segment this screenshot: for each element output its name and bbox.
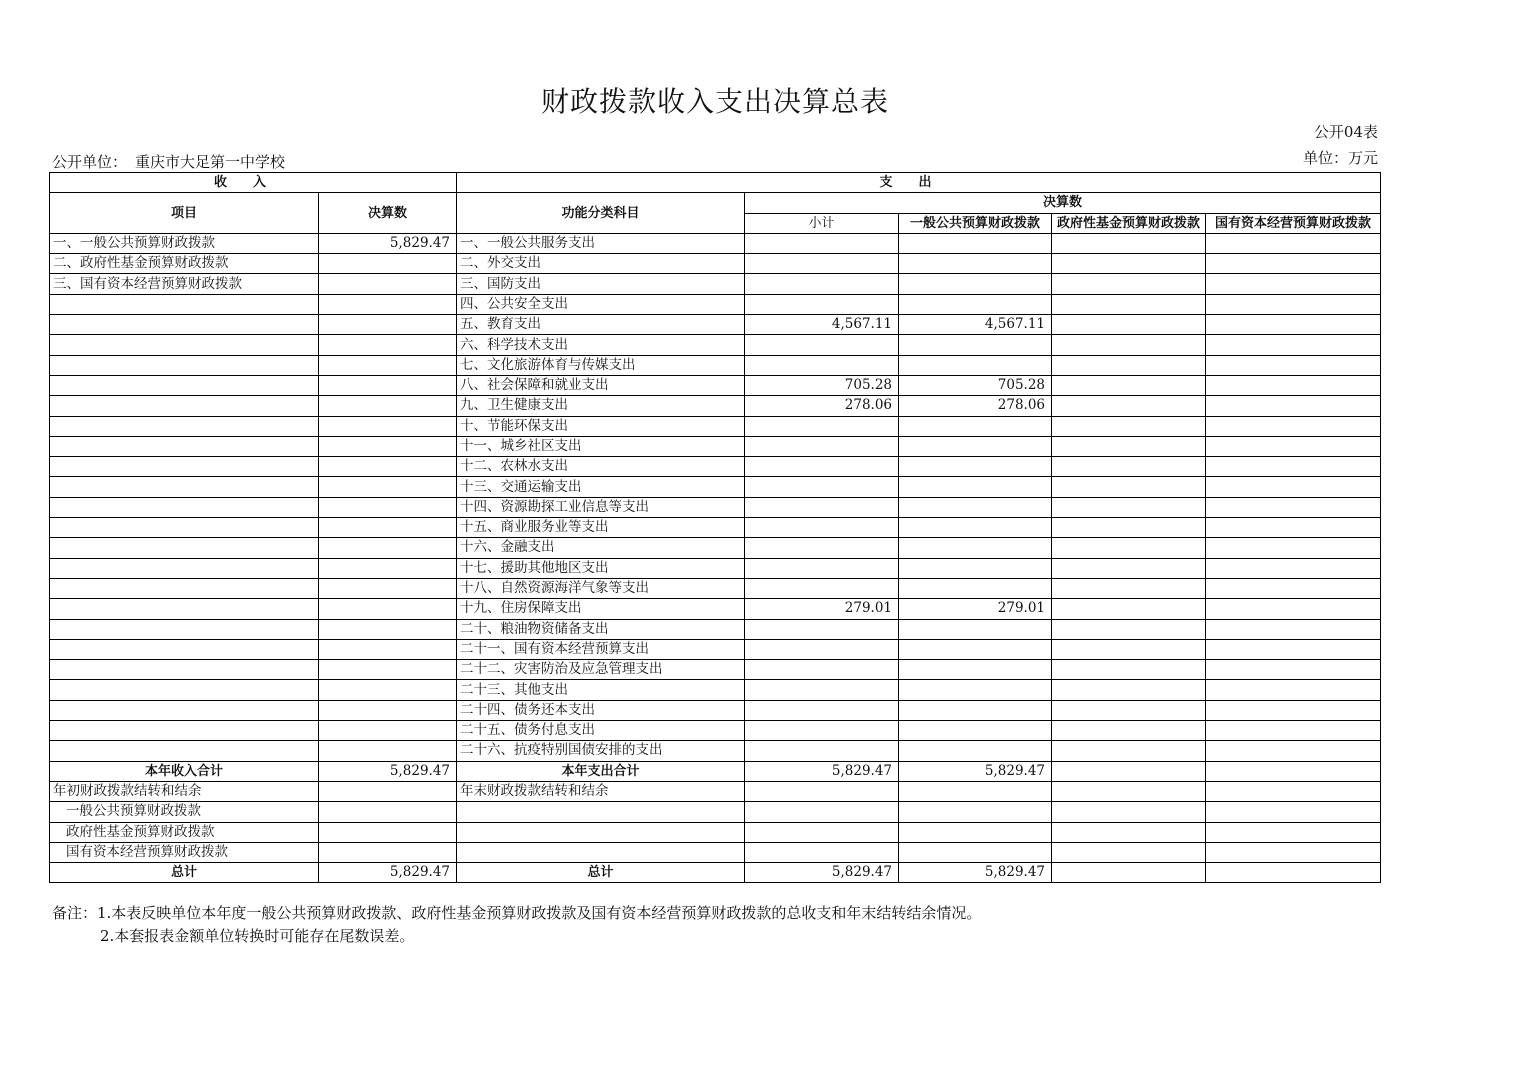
income-item-cell bbox=[50, 457, 319, 477]
table-row bbox=[50, 578, 1381, 598]
general-budget-cell: 4,567.11 bbox=[899, 315, 1052, 335]
table-row bbox=[50, 457, 1381, 477]
state-capital-cell bbox=[1206, 375, 1381, 395]
income-item-cell bbox=[50, 660, 319, 680]
subtotal-cell: 5,829.47 bbox=[745, 863, 899, 883]
general-budget-cell bbox=[899, 842, 1052, 862]
expense-header: 支出 bbox=[457, 173, 1381, 193]
state-capital-cell bbox=[1206, 436, 1381, 456]
general-budget-cell bbox=[899, 781, 1052, 801]
income-item-cell bbox=[50, 436, 319, 456]
table-row bbox=[50, 233, 1381, 253]
carry-amount-cell bbox=[319, 822, 457, 842]
state-capital-cell bbox=[1206, 518, 1381, 538]
carry-row bbox=[50, 822, 1381, 842]
income-item-cell bbox=[50, 721, 319, 741]
income-item-cell bbox=[50, 578, 319, 598]
carry-item-cell: 国有资本经营预算财政拨款 bbox=[50, 842, 319, 862]
state-capital-cell bbox=[1206, 781, 1381, 801]
carry-item-cell: 一般公共预算财政拨款 bbox=[50, 802, 319, 822]
subtotal-cell bbox=[745, 721, 899, 741]
subtotal-cell: 705.28 bbox=[745, 375, 899, 395]
subtotal-cell: 4,567.11 bbox=[745, 315, 899, 335]
income-amount-cell bbox=[319, 436, 457, 456]
state-capital-cell bbox=[1206, 538, 1381, 558]
subtotal-cell bbox=[745, 741, 899, 761]
general-budget-cell bbox=[899, 436, 1052, 456]
func-class-cell: 二、外交支出 bbox=[457, 254, 745, 274]
func-class-cell: 二十三、其他支出 bbox=[457, 680, 745, 700]
income-item-cell: 二、政府性基金预算财政拨款 bbox=[50, 254, 319, 274]
func-class-header: 功能分类科目 bbox=[457, 193, 745, 234]
gov-fund-cell bbox=[1052, 558, 1206, 578]
income-amount-cell bbox=[319, 416, 457, 436]
gov-fund-cell bbox=[1052, 416, 1206, 436]
income-item-cell bbox=[50, 680, 319, 700]
table-row bbox=[50, 700, 1381, 720]
subtotal-cell bbox=[745, 660, 899, 680]
subtotal-cell: 279.01 bbox=[745, 599, 899, 619]
general-budget-cell bbox=[899, 233, 1052, 253]
gov-fund-cell bbox=[1052, 660, 1206, 680]
income-amount-cell bbox=[319, 599, 457, 619]
subtotal-cell bbox=[745, 416, 899, 436]
func-class-cell: 九、卫生健康支出 bbox=[457, 396, 745, 416]
func-class-cell: 十一、城乡社区支出 bbox=[457, 436, 745, 456]
func-class-cell: 十六、金融支出 bbox=[457, 538, 745, 558]
table-row bbox=[50, 599, 1381, 619]
header-row-2 bbox=[50, 193, 1381, 213]
func-class-cell: 十八、自然资源海洋气象等支出 bbox=[457, 578, 745, 598]
subtotal-cell bbox=[745, 477, 899, 497]
func-class-cell: 七、文化旅游体育与传媒支出 bbox=[457, 355, 745, 375]
gov-fund-cell bbox=[1052, 578, 1206, 598]
carry-item-cell: 政府性基金预算财政拨款 bbox=[50, 822, 319, 842]
general-budget-cell: 5,829.47 bbox=[899, 863, 1052, 883]
income-item-cell bbox=[50, 315, 319, 335]
subtotal-cell bbox=[745, 233, 899, 253]
table-row bbox=[50, 497, 1381, 517]
func-class-cell: 十三、交通运输支出 bbox=[457, 477, 745, 497]
income-amount-cell bbox=[319, 396, 457, 416]
income-item-cell bbox=[50, 558, 319, 578]
func-class-cell: 三、国防支出 bbox=[457, 274, 745, 294]
note-2: 2.本套报表金额单位转换时可能存在尾数误差。 bbox=[100, 927, 415, 945]
income-amount-cell bbox=[319, 619, 457, 639]
gov-fund-cell bbox=[1052, 457, 1206, 477]
subtotal-cell bbox=[745, 274, 899, 294]
gov-fund-cell bbox=[1052, 396, 1206, 416]
general-budget-cell bbox=[899, 538, 1052, 558]
subtotal-cell bbox=[745, 558, 899, 578]
income-item-cell bbox=[50, 355, 319, 375]
state-capital-cell bbox=[1206, 396, 1381, 416]
income-item-cell bbox=[50, 599, 319, 619]
general-budget-cell bbox=[899, 335, 1052, 355]
subtotal-cell bbox=[745, 619, 899, 639]
carry-row bbox=[50, 802, 1381, 822]
general-budget-cell bbox=[899, 680, 1052, 700]
table-row bbox=[50, 518, 1381, 538]
gov-fund-cell bbox=[1052, 497, 1206, 517]
table-row bbox=[50, 619, 1381, 639]
org-name: 重庆市大足第一中学校 bbox=[135, 153, 286, 171]
carry-func-cell: 年末财政拨款结转和结余 bbox=[457, 781, 745, 801]
func-class-cell: 六、科学技术支出 bbox=[457, 335, 745, 355]
func-class-cell: 二十、粮油物资储备支出 bbox=[457, 619, 745, 639]
amount-header: 决算数 bbox=[319, 193, 457, 234]
general-budget-cell: 5,829.47 bbox=[899, 761, 1052, 781]
general-budget-cell bbox=[899, 660, 1052, 680]
total-label-cell: 本年收入合计 bbox=[50, 761, 319, 781]
table-row bbox=[50, 335, 1381, 355]
subtotal-cell bbox=[745, 254, 899, 274]
state-capital-cell bbox=[1206, 802, 1381, 822]
gov-fund-cell bbox=[1052, 802, 1206, 822]
header-row-1 bbox=[50, 173, 1381, 193]
func-class-cell: 二十二、灾害防治及应急管理支出 bbox=[457, 660, 745, 680]
general-budget-cell bbox=[899, 294, 1052, 314]
income-item-cell bbox=[50, 700, 319, 720]
subtotal-cell: 278.06 bbox=[745, 396, 899, 416]
state-capital-cell bbox=[1206, 578, 1381, 598]
table-row bbox=[50, 558, 1381, 578]
gov-fund-cell bbox=[1052, 863, 1206, 883]
general-budget-cell bbox=[899, 639, 1052, 659]
subtotal-cell bbox=[745, 842, 899, 862]
subtotal-cell bbox=[745, 578, 899, 598]
subtotal-cell: 5,829.47 bbox=[745, 761, 899, 781]
item-header: 项目 bbox=[50, 193, 319, 234]
org-line bbox=[52, 151, 293, 172]
table-row bbox=[50, 436, 1381, 456]
income-item-cell bbox=[50, 619, 319, 639]
gov-fund-cell bbox=[1052, 680, 1206, 700]
org-label: 公开单位： bbox=[52, 153, 128, 171]
state-capital-cell bbox=[1206, 477, 1381, 497]
subtotal-cell bbox=[745, 294, 899, 314]
general-budget-cell bbox=[899, 477, 1052, 497]
income-amount-cell bbox=[319, 639, 457, 659]
func-class-cell: 一、一般公共服务支出 bbox=[457, 233, 745, 253]
gov-fund-cell bbox=[1052, 822, 1206, 842]
total-label-cell: 总计 bbox=[50, 863, 319, 883]
state-capital-cell bbox=[1206, 741, 1381, 761]
state-capital-cell bbox=[1206, 721, 1381, 741]
table-row bbox=[50, 274, 1381, 294]
income-amount-cell bbox=[319, 375, 457, 395]
income-amount-cell bbox=[319, 680, 457, 700]
income-item-cell: 一、一般公共预算财政拨款 bbox=[50, 233, 319, 253]
general-budget-cell bbox=[899, 254, 1052, 274]
general-budget-cell bbox=[899, 355, 1052, 375]
gov-fund-header: 政府性基金预算财政拨款 bbox=[1052, 213, 1206, 233]
func-class-cell: 十五、商业服务业等支出 bbox=[457, 518, 745, 538]
general-budget-cell bbox=[899, 457, 1052, 477]
gov-fund-cell bbox=[1052, 254, 1206, 274]
general-budget-cell bbox=[899, 700, 1052, 720]
gov-fund-cell bbox=[1052, 619, 1206, 639]
grand-total-row bbox=[50, 863, 1381, 883]
income-item-cell bbox=[50, 518, 319, 538]
income-amount-cell bbox=[319, 254, 457, 274]
carry-func-cell bbox=[457, 822, 745, 842]
gov-fund-cell bbox=[1052, 233, 1206, 253]
subtotal-cell bbox=[745, 639, 899, 659]
subtotal-cell bbox=[745, 538, 899, 558]
general-budget-cell bbox=[899, 741, 1052, 761]
gov-fund-cell bbox=[1052, 761, 1206, 781]
general-budget-cell bbox=[899, 518, 1052, 538]
income-item-cell: 三、国有资本经营预算财政拨款 bbox=[50, 274, 319, 294]
general-budget-cell bbox=[899, 578, 1052, 598]
table-row bbox=[50, 639, 1381, 659]
subtotal-cell bbox=[745, 457, 899, 477]
general-budget-cell: 705.28 bbox=[899, 375, 1052, 395]
general-budget-cell bbox=[899, 416, 1052, 436]
income-item-cell bbox=[50, 396, 319, 416]
income-amount-cell bbox=[319, 721, 457, 741]
income-item-cell bbox=[50, 416, 319, 436]
note-1: 备注：1.本表反映单位本年度一般公共预算财政拨款、政府性基金预算财政拨款及国有资本经营预算财政拨款的总收支和年末结转结余情况。 bbox=[52, 904, 982, 922]
income-amount-cell bbox=[319, 538, 457, 558]
income-item-cell bbox=[50, 375, 319, 395]
income-amount-cell bbox=[319, 477, 457, 497]
income-amount-cell bbox=[319, 315, 457, 335]
total-amount-cell: 5,829.47 bbox=[319, 761, 457, 781]
state-capital-cell bbox=[1206, 294, 1381, 314]
func-class-cell: 二十一、国有资本经营预算支出 bbox=[457, 639, 745, 659]
gov-fund-cell bbox=[1052, 375, 1206, 395]
income-amount-cell bbox=[319, 700, 457, 720]
income-amount-cell bbox=[319, 355, 457, 375]
carry-amount-cell bbox=[319, 781, 457, 801]
income-amount-cell bbox=[319, 294, 457, 314]
gov-fund-cell bbox=[1052, 315, 1206, 335]
table-row bbox=[50, 375, 1381, 395]
general-budget-cell bbox=[899, 497, 1052, 517]
state-capital-cell bbox=[1206, 233, 1381, 253]
carry-item-cell: 年初财政拨款结转和结余 bbox=[50, 781, 319, 801]
table-row bbox=[50, 254, 1381, 274]
form-number: 公开04表 bbox=[1313, 123, 1378, 141]
table-row bbox=[50, 416, 1381, 436]
subtotal-cell bbox=[745, 355, 899, 375]
table-row bbox=[50, 660, 1381, 680]
income-amount-cell bbox=[319, 274, 457, 294]
state-capital-cell bbox=[1206, 660, 1381, 680]
func-class-cell: 二十六、抗疫特别国债安排的支出 bbox=[457, 741, 745, 761]
gov-fund-cell bbox=[1052, 741, 1206, 761]
func-class-cell: 十、节能环保支出 bbox=[457, 416, 745, 436]
total-amount-cell: 5,829.47 bbox=[319, 863, 457, 883]
subtotal-cell bbox=[745, 680, 899, 700]
income-amount-cell bbox=[319, 335, 457, 355]
general-budget-cell bbox=[899, 721, 1052, 741]
state-capital-cell bbox=[1206, 639, 1381, 659]
subtotal-cell bbox=[745, 822, 899, 842]
state-capital-cell bbox=[1206, 335, 1381, 355]
carry-amount-cell bbox=[319, 802, 457, 822]
table-row bbox=[50, 538, 1381, 558]
total-expense-label-cell: 总计 bbox=[457, 863, 745, 883]
income-amount-cell bbox=[319, 741, 457, 761]
state-capital-cell bbox=[1206, 680, 1381, 700]
gov-fund-cell bbox=[1052, 477, 1206, 497]
subtotal-cell bbox=[745, 781, 899, 801]
state-capital-cell bbox=[1206, 599, 1381, 619]
income-amount-cell bbox=[319, 578, 457, 598]
income-item-cell bbox=[50, 335, 319, 355]
gov-fund-cell bbox=[1052, 721, 1206, 741]
state-capital-cell bbox=[1206, 355, 1381, 375]
income-amount-cell bbox=[319, 497, 457, 517]
gov-fund-cell bbox=[1052, 700, 1206, 720]
table-row bbox=[50, 721, 1381, 741]
func-class-cell: 十七、援助其他地区支出 bbox=[457, 558, 745, 578]
state-capital-cell bbox=[1206, 497, 1381, 517]
income-item-cell bbox=[50, 477, 319, 497]
income-header: 收入 bbox=[50, 173, 457, 193]
func-class-cell: 十四、资源勘探工业信息等支出 bbox=[457, 497, 745, 517]
state-capital-header: 国有资本经营预算财政拨款 bbox=[1206, 213, 1381, 233]
total-expense-label-cell: 本年支出合计 bbox=[457, 761, 745, 781]
carry-row bbox=[50, 842, 1381, 862]
state-capital-cell bbox=[1206, 416, 1381, 436]
gov-fund-cell bbox=[1052, 842, 1206, 862]
income-item-cell bbox=[50, 538, 319, 558]
state-capital-cell bbox=[1206, 863, 1381, 883]
table-row bbox=[50, 396, 1381, 416]
table-row bbox=[50, 355, 1381, 375]
state-capital-cell bbox=[1206, 254, 1381, 274]
income-amount-cell bbox=[319, 660, 457, 680]
func-class-cell: 十九、住房保障支出 bbox=[457, 599, 745, 619]
general-budget-header: 一般公共预算财政拨款 bbox=[899, 213, 1052, 233]
subtotal-cell bbox=[745, 802, 899, 822]
gov-fund-cell bbox=[1052, 274, 1206, 294]
state-capital-cell bbox=[1206, 457, 1381, 477]
general-budget-cell: 279.01 bbox=[899, 599, 1052, 619]
subtotal-cell bbox=[745, 518, 899, 538]
carry-row bbox=[50, 781, 1381, 801]
income-item-cell bbox=[50, 639, 319, 659]
func-class-cell: 五、教育支出 bbox=[457, 315, 745, 335]
income-total-row bbox=[50, 761, 1381, 781]
subtotal-cell bbox=[745, 436, 899, 456]
gov-fund-cell bbox=[1052, 355, 1206, 375]
state-capital-cell bbox=[1206, 842, 1381, 862]
gov-fund-cell bbox=[1052, 335, 1206, 355]
carry-amount-cell bbox=[319, 842, 457, 862]
gov-fund-cell bbox=[1052, 639, 1206, 659]
income-amount-cell: 5,829.47 bbox=[319, 233, 457, 253]
table-row bbox=[50, 741, 1381, 761]
general-budget-cell bbox=[899, 802, 1052, 822]
general-budget-cell bbox=[899, 822, 1052, 842]
func-class-cell: 四、公共安全支出 bbox=[457, 294, 745, 314]
general-budget-cell: 278.06 bbox=[899, 396, 1052, 416]
general-budget-cell bbox=[899, 558, 1052, 578]
carry-func-cell bbox=[457, 842, 745, 862]
gov-fund-cell bbox=[1052, 518, 1206, 538]
state-capital-cell bbox=[1206, 315, 1381, 335]
table-row bbox=[50, 315, 1381, 335]
income-item-cell bbox=[50, 497, 319, 517]
gov-fund-cell bbox=[1052, 436, 1206, 456]
table-row bbox=[50, 680, 1381, 700]
income-item-cell bbox=[50, 741, 319, 761]
general-budget-cell bbox=[899, 274, 1052, 294]
state-capital-cell bbox=[1206, 274, 1381, 294]
state-capital-cell bbox=[1206, 822, 1381, 842]
income-amount-cell bbox=[319, 558, 457, 578]
table-row bbox=[50, 294, 1381, 314]
subtotal-header: 小计 bbox=[745, 213, 899, 233]
budget-table bbox=[49, 172, 1381, 883]
general-budget-cell bbox=[899, 619, 1052, 639]
gov-fund-cell bbox=[1052, 599, 1206, 619]
notes bbox=[52, 902, 981, 948]
func-class-cell: 二十五、债务付息支出 bbox=[457, 721, 745, 741]
income-amount-cell bbox=[319, 457, 457, 477]
report-title: 财政拨款收入支出决算总表 bbox=[540, 85, 889, 118]
gov-fund-cell bbox=[1052, 294, 1206, 314]
state-capital-cell bbox=[1206, 700, 1381, 720]
income-item-cell bbox=[50, 294, 319, 314]
subtotal-cell bbox=[745, 700, 899, 720]
state-capital-cell bbox=[1206, 619, 1381, 639]
func-class-cell: 八、社会保障和就业支出 bbox=[457, 375, 745, 395]
income-amount-cell bbox=[319, 518, 457, 538]
gov-fund-cell bbox=[1052, 781, 1206, 801]
table-row bbox=[50, 477, 1381, 497]
func-class-cell: 二十四、债务还本支出 bbox=[457, 700, 745, 720]
subtotal-cell bbox=[745, 497, 899, 517]
final-amount-header: 决算数 bbox=[745, 193, 1381, 213]
subtotal-cell bbox=[745, 335, 899, 355]
unit-label: 单位：万元 bbox=[1302, 149, 1378, 167]
gov-fund-cell bbox=[1052, 538, 1206, 558]
carry-func-cell bbox=[457, 802, 745, 822]
state-capital-cell bbox=[1206, 761, 1381, 781]
state-capital-cell bbox=[1206, 558, 1381, 578]
func-class-cell: 十二、农林水支出 bbox=[457, 457, 745, 477]
